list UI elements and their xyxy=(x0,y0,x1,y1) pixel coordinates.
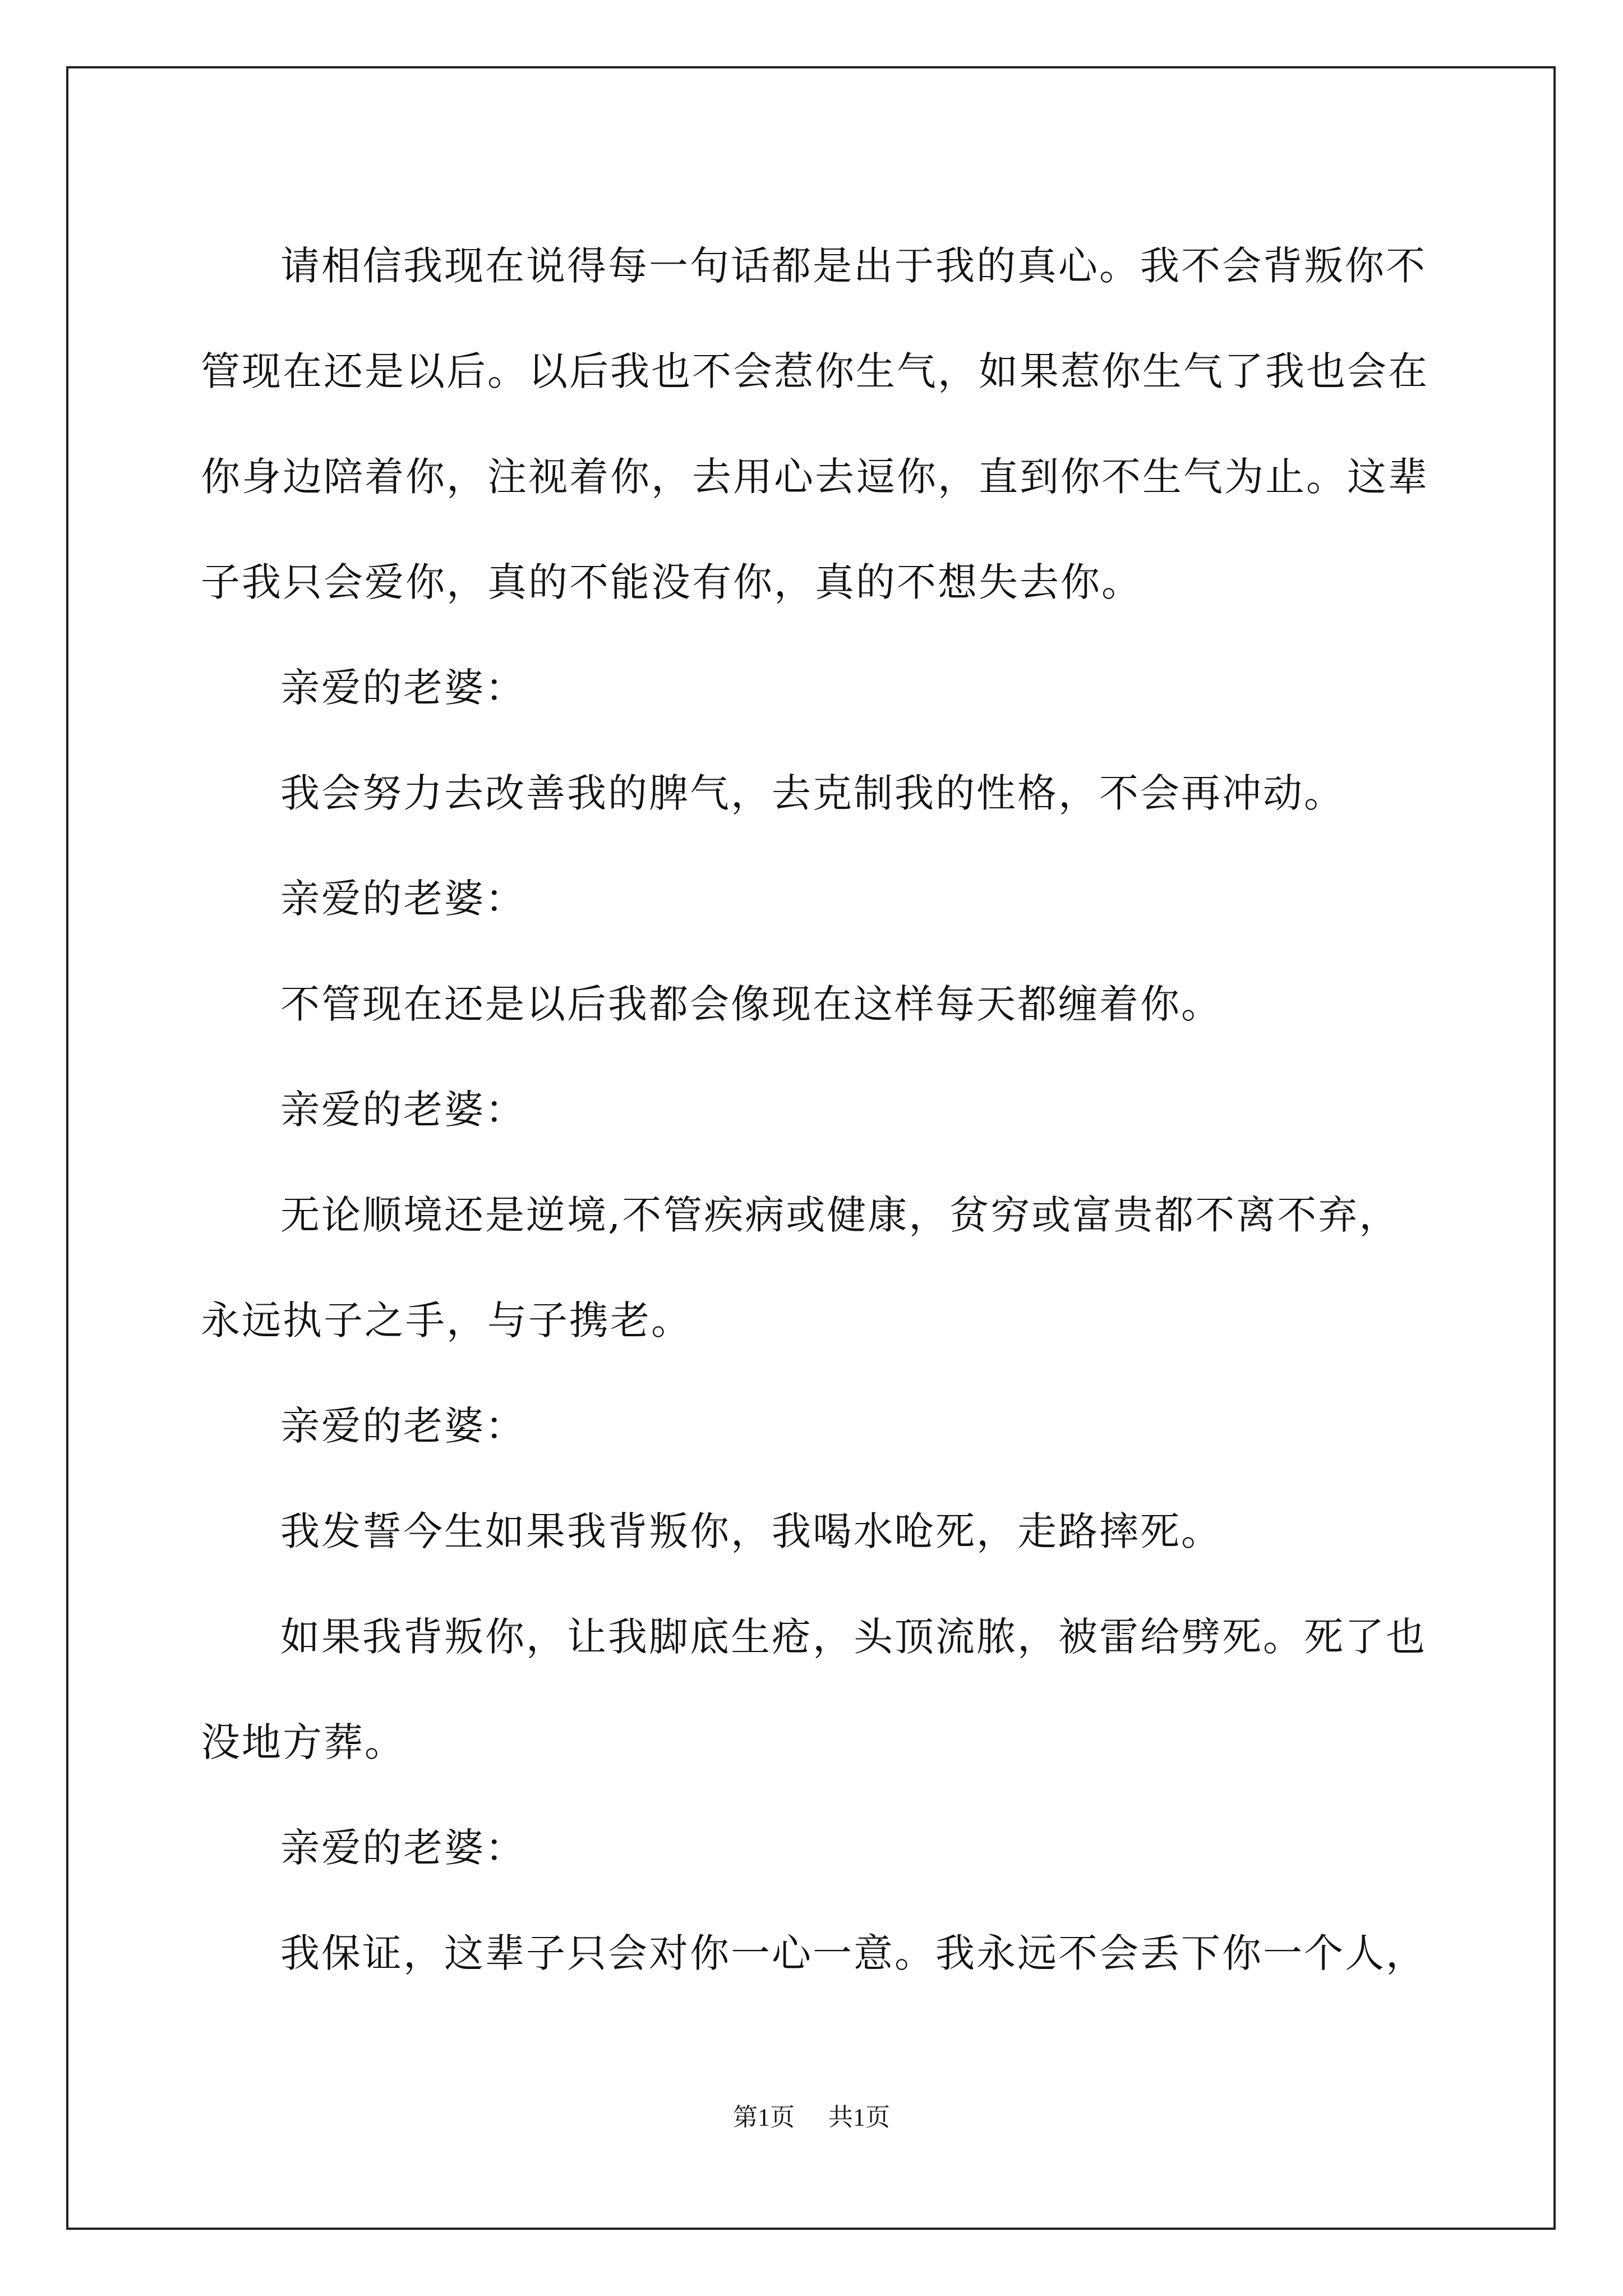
paragraph: 亲爱的老婆： xyxy=(280,1825,526,1871)
paragraph: 亲爱的老婆： xyxy=(280,665,526,711)
document-body xyxy=(201,213,1433,2006)
page-number-total: 共1页 xyxy=(828,2104,890,2131)
paragraph: 我会努力去改善我的脾气，去克制我的性格，不会再冲动。 xyxy=(280,770,1345,816)
paragraph: 亲爱的老婆： xyxy=(280,1403,526,1449)
page-footer xyxy=(0,2101,1623,2134)
paragraph: 我发誓今生如果我背叛你，我喝水呛死，走路摔死。 xyxy=(280,1508,1222,1554)
page-number-current: 第1页 xyxy=(733,2104,795,2131)
paragraph: 亲爱的老婆： xyxy=(280,1087,526,1133)
paragraph: 不管现在还是以后我都会像现在这样每天都缠着你。 xyxy=(280,981,1222,1027)
paragraph: 请相信我现在说得每一句话都是出于我的真心。我不会背叛你不管现在还是以后。以后我也不会惹你生气，如果惹你生气了我也会在你身边陪着你，注视着你，去用心去逗你，直到你不生气为止。这辈子我只会爱你，真的不能没有你，真的不想失去你。 xyxy=(201,243,1429,605)
paragraph: 亲爱的老婆： xyxy=(280,876,526,922)
paragraph: 如果我背叛你，让我脚底生疮，头顶流脓，被雷给劈死。死了也没地方葬。 xyxy=(201,1614,1427,1765)
paragraph: 无论顺境还是逆境,不管疾病或健康，贫穷或富贵都不离不弃，永远执子之手，与子携老。 xyxy=(201,1192,1400,1343)
paragraph: 我保证，这辈子只会对你一心一意。我永远不会丢下你一个人， xyxy=(280,1930,1427,1976)
